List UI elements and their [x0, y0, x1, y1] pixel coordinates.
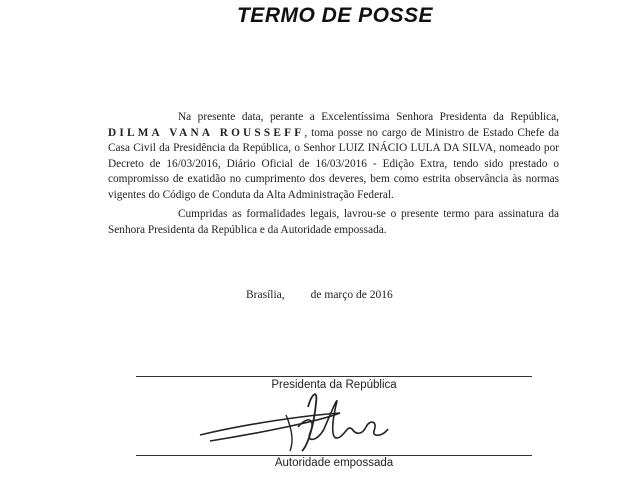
paragraph-intro: Na presente data, perante a Excelentíssima Senhora Presidenta da República, — [178, 111, 559, 123]
signature-line-appointee — [136, 455, 532, 456]
date: de março de 2016 — [310, 289, 393, 301]
paragraph-body: , toma posse no cargo de Ministro de Estado Chefe da Casa Civil da Presidência da República, o Senhor LUIZ INÁCIO LULA DA SILVA, nomeado por Decreto de 16/03/2016, Diário Oficial de 16/03/2016 - Edição Extra, tendo sido prestado o compromisso de exatidão no cumprimento dos deveres, bem como estrita observância às normas vigentes do Código de Conduta da Alta Administração Federal. — [108, 126, 560, 201]
president-name: DILMA VANA ROUSSEFF — [108, 126, 305, 139]
place: Brasília, — [246, 289, 285, 301]
paragraph-term-of-office — [108, 110, 559, 204]
signature-line-president — [136, 376, 532, 377]
signature-label-president: Presidenta da República — [271, 379, 397, 391]
signature-label-appointee: Autoridade empossada — [274, 457, 394, 469]
place-and-date — [246, 289, 393, 301]
document-title: TERMO DE POSSE — [236, 4, 434, 27]
paragraph-formalities: Cumpridas as formalidades legais, lavrou-se o presente termo para assinatura da Senhora Presidenta da República e da Autoridade empossada. — [108, 208, 559, 236]
handwritten-signature — [190, 385, 400, 460]
